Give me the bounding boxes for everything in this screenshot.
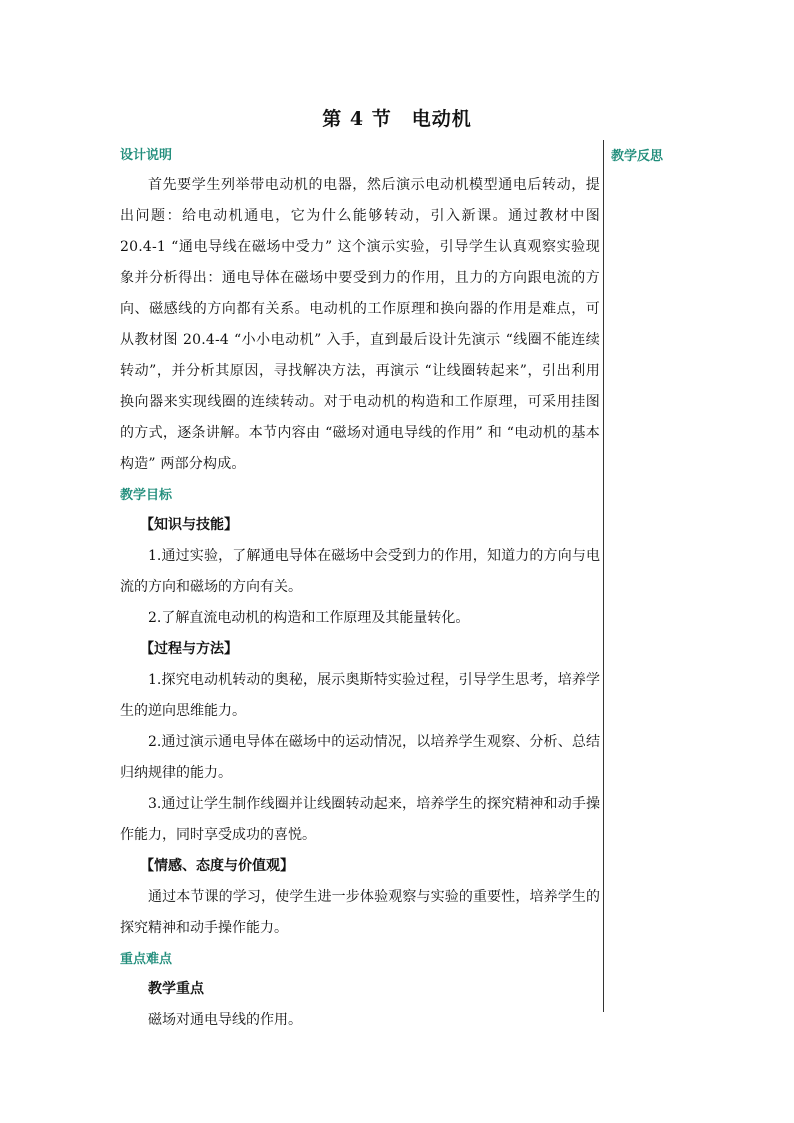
emotion-subheading: 【情感、态度与价值观】: [140, 858, 294, 874]
knowledge-item: 1.通过实验，了解通电导体在磁场中会受到力的作用，知道力的方向与电流的方向和磁场的方向有关。: [120, 548, 600, 595]
column-divider: [603, 140, 604, 1012]
main-column: [120, 140, 600, 1036]
design-paragraph: 首先要学生列举带电动机的电器，然后演示电动机模型通电后转动，提出问题：给电动机通电，它为什么能够转动，引入新课。通过教材中图 20.4-1 “通电导线在磁场中受力” 这个演示实验，引导学生认真观察实验现象并分析得出：通电导体在磁场中要受到力的作用，且力的方向跟电流的方向、磁感线的方向都有关系。电动机的工作原理和换向器的作用是难点，可从教材图 20.4-4 “小小电动机” 入手，直到最后设计先演示 “线圈不能连续转动”，并分析其原因，寻找解决方法，再演示 “让线圈转起来”，引出利用换向器来实现线圈的连续转动。对于电动机的构造和工作原理，可采用挂图的方式，逐条讲解。本节内容由 “磁场对通电导线的作用” 和 “电动机的基本构造” 两部分构成。: [120, 177, 600, 472]
key-points-heading: 重点难点: [120, 952, 173, 967]
process-item: 3.通过让学生制作线圈并让线圈转动起来，培养学生的探究精神和动手操作能力，同时享受成功的喜悦。: [120, 796, 600, 843]
reflection-heading: 教学反思: [611, 149, 664, 164]
key-subheading: 教学重点: [148, 981, 204, 997]
design-heading: 设计说明: [120, 148, 173, 163]
process-subheading: 【过程与方法】: [140, 641, 238, 657]
goals-heading: 教学目标: [120, 488, 173, 503]
page-title: 第 4 节 电动机: [322, 108, 472, 130]
knowledge-item: 2.了解直流电动机的构造和工作原理及其能量转化。: [148, 610, 470, 626]
process-item: 2.通过演示通电导体在磁场中的运动情况，以培养学生观察、分析、总结归纳规律的能力。: [120, 734, 600, 781]
key-point-text: 磁场对通电导线的作用。: [148, 1012, 302, 1028]
process-item: 1.探究电动机转动的奥秘，展示奥斯特实验过程，引导学生思考，培养学生的逆向思维能力。: [120, 672, 600, 719]
knowledge-subheading: 【知识与技能】: [140, 517, 238, 533]
emotion-paragraph: 通过本节课的学习，使学生进一步体验观察与实验的重要性，培养学生的探究精神和动手操作能力。: [120, 889, 600, 936]
